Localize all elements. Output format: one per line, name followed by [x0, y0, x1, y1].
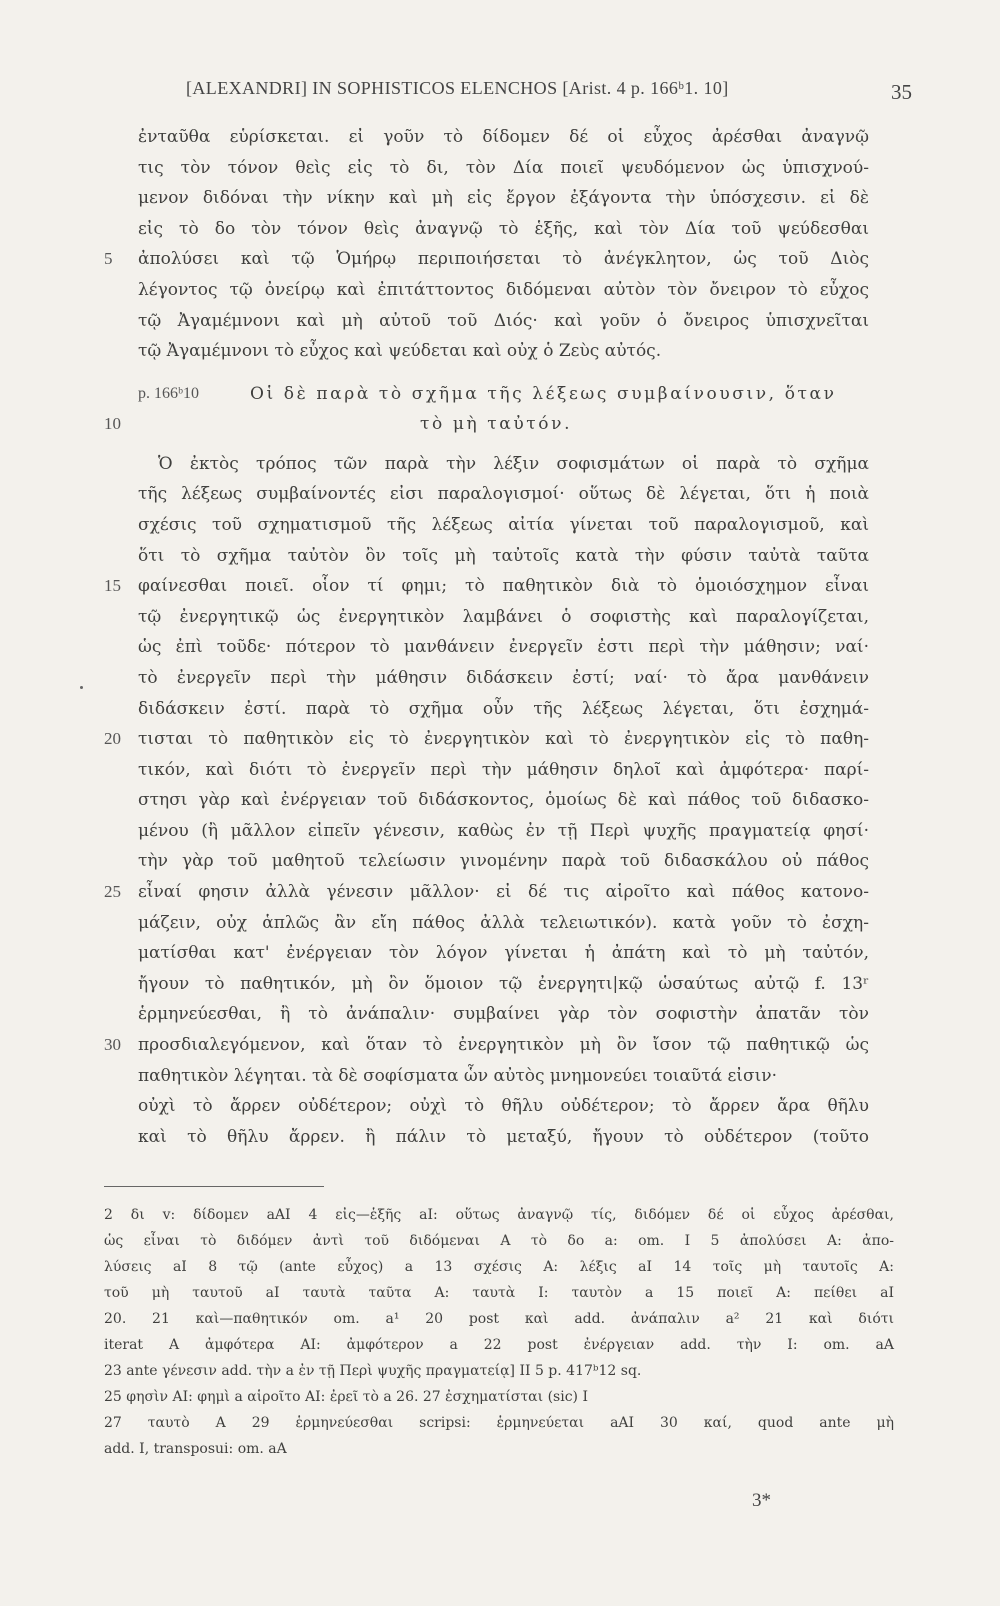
line-text: καὶ τὸ θῆλυ ἄρρεν. ἢ πάλιν τὸ μεταξύ, ἤγουν τὸ οὐδέτερον (τοῦτο	[138, 1126, 869, 1147]
text-line	[0, 908, 1000, 939]
apparatus-line: 23 ante γένεσιν add. τὴν a ἐν τῇ Περὶ ψυχῆς πραγματείᾳ] II 5 p. 417ᵇ12 sq.	[104, 1363, 642, 1379]
main-text	[0, 122, 1000, 1152]
line-number: 5	[104, 249, 113, 269]
line-text: παθητικὸν λέγηται. τὰ δὲ σοφίσματα ὧν αὐτὸς μνημονεύει τοιαῦτά εἰσιν·	[138, 1065, 777, 1086]
page-number: 35	[891, 80, 912, 104]
lemma-reference: p. 166ᵇ10	[138, 384, 199, 402]
line-text: τῷ ἐνεργητικῷ ὡς ἐνεργητικὸν λαμβάνει ὁ σοφιστὴς καὶ παραλογίζεται,	[138, 606, 869, 627]
line-text: διδάσκειν ἐστί. παρὰ τὸ σχῆμα οὖν τῆς λέξεως λέγεται, ὅτι ἐσχημά-	[138, 698, 869, 719]
apparatus-line: iterat A ἀμφότερα AI: ἀμφότερον a 22 post ἐνέργειαν add. τὴν I: om. aA	[104, 1337, 894, 1353]
line-text: τὴν γὰρ τοῦ μαθητοῦ τελείωσιν γινομένην παρὰ τοῦ διδασκάλου οὐ πάθος	[138, 851, 869, 872]
lemma-text-line-2: τὸ μὴ ταὐτόν.	[420, 413, 573, 434]
line-text: ὅτι τὸ σχῆμα ταὐτὸν ὂν τοῖς μὴ ταὐτοῖς κατὰ τὴν φύσιν ταὐτὰ ταῦτα	[138, 545, 869, 566]
signature-mark: 3*	[752, 1490, 771, 1511]
line-text: ἀπολύσει καὶ τῷ Ὁμήρῳ περιποιήσεται τὸ ἀνέγκλητον, ὡς τοῦ Διὸς	[138, 249, 869, 270]
line-text: τικόν, καὶ διότι τὸ ἐνεργεῖν περὶ τὴν μάθησιν δηλοῖ καὶ ἀμφότερα· παρί-	[138, 759, 869, 780]
lemma-text-line-1: Οἱ δὲ παρὰ τὸ σχῆμα τῆς λέξεως συμβαίνουσιν, ὅταν	[250, 383, 837, 404]
line-text: τις τὸν τόνον θεὶς εἰς τὸ δι, τὸν Δία ποιεῖ ψευδόμενον ὡς ὑπισχνού-	[138, 157, 869, 178]
line-text: μενον διδόναι τὴν νίκην καὶ μὴ εἰς ἔργον ἐξάγοντα τὴν ὑπόσχεσιν. εἰ δὲ	[138, 188, 869, 209]
line-text: μάζειν, οὐχ ἁπλῶς ἂν εἴη πάθος ἀλλὰ τελειωτικόν). κατὰ γοῦν τὸ ἐσχη-	[138, 912, 869, 933]
line-number: 25	[104, 882, 121, 902]
line-text: τισται τὸ παθητικὸν εἰς τὸ ἐνεργητικὸν καὶ τὸ ἐνεργητικὸν εἰς τὸ παθη-	[138, 729, 869, 750]
line-text: ἤγουν τὸ παθητικόν, μὴ ὂν ὅμοιον τῷ ἐνεργητι|κῷ ὡσαύτως αὐτῷ f. 13ʳ	[138, 973, 869, 994]
line-number: 15	[104, 576, 121, 596]
line-text: εἶναί φησιν ἀλλὰ γένεσιν μᾶλλον· εἰ δέ τις αἱροῖτο καὶ πάθος κατονο-	[138, 882, 869, 903]
text-line	[0, 571, 1000, 602]
text-line	[0, 816, 1000, 847]
text-line	[0, 153, 1000, 184]
line-number: 10	[104, 413, 121, 433]
line-text: μένου (ἢ μᾶλλον εἰπεῖν γένεσιν, καθὼς ἐν τῇ Περὶ ψυχῆς πραγματείᾳ φησί·	[138, 820, 869, 841]
text-line	[0, 846, 1000, 877]
line-number: 30	[104, 1035, 121, 1055]
text-line	[0, 938, 1000, 969]
apparatus-line: add. I, transposui: om. aA	[104, 1441, 287, 1457]
apparatus-line: 2 δι v: δίδομεν aAI 4 εἰς—ἑξῆς aI: οὕτως ἀναγνῷ τίς, διδόμεν δέ οἱ εὖχος ἀρέσθαι,	[104, 1207, 894, 1223]
footnote-rule	[104, 1186, 324, 1187]
text-line	[0, 449, 1000, 480]
text-line	[0, 724, 1000, 755]
text-line	[0, 1091, 1000, 1122]
text-line	[0, 1030, 1000, 1061]
text-line	[0, 275, 1000, 306]
line-text: στησι γὰρ καὶ ἐνέργειαν τοῦ διδάσκοντος, ὁμοίως δὲ καὶ πάθος τοῦ διδασκο-	[138, 790, 869, 811]
text-line	[0, 306, 1000, 337]
text-line	[0, 510, 1000, 541]
line-text: σχέσις τοῦ σχηματισμοῦ τῆς λέξεως αἰτία γίνεται τοῦ παραλογισμοῦ, καὶ	[138, 514, 869, 535]
apparatus-line: 20. 21 καὶ—παθητικόν om. a¹ 20 post καὶ add. ἀνάπαλιν a² 21 καὶ διότι	[104, 1311, 894, 1327]
line-text: τῷ Ἀγαμέμνονι τὸ εὖχος καὶ ψεύδεται καὶ οὐχ ὁ Ζεὺς αὐτός.	[138, 341, 662, 362]
apparatus-line: 25 φησὶν AI: φημὶ a αἱροῖτο AI: ἐρεῖ τὸ a 26. 27 ἐσχηματίσται (sic) I	[104, 1389, 588, 1405]
paragraph-2	[0, 449, 1000, 1153]
line-number: 20	[104, 729, 121, 749]
text-line	[0, 877, 1000, 908]
text-line	[0, 479, 1000, 510]
text-line	[0, 336, 1000, 367]
text-line	[0, 999, 1000, 1030]
line-text: τῷ Ἀγαμέμνονι καὶ μὴ αὐτοῦ τοῦ Διός· καὶ γοῦν ὁ ὄνειρος ὑπισχνεῖται	[138, 310, 869, 331]
line-text: φαίνεσθαι ποιεῖ. οἷον τί φημι; τὸ παθητικὸν διὰ τὸ ὁμοιόσχημον εἶναι	[138, 576, 869, 597]
line-text: ἐνταῦθα εὑρίσκεται. εἰ γοῦν τὸ δίδομεν δέ οἱ εὖχος ἀρέσθαι ἀναγνῷ	[138, 127, 869, 147]
line-text: λέγοντος τῷ ὀνείρῳ καὶ ἐπιτάττοντος διδόμεναι αὐτὸν τὸν ὄνειρον τὸ εὖχος	[138, 279, 869, 300]
text-line	[0, 694, 1000, 725]
text-line	[0, 632, 1000, 663]
text-line	[0, 755, 1000, 786]
text-line	[0, 1061, 1000, 1092]
text-line	[0, 1122, 1000, 1153]
text-line	[0, 214, 1000, 245]
apparatus-line: λύσεις aI 8 τῷ (ante εὖχος) a 13 σχέσις A: λέξις aI 14 τοῖς μὴ ταυτοῖς A:	[104, 1259, 894, 1275]
line-text: τῆς λέξεως συμβαίνοντές εἰσι παραλογισμοί· οὕτως δὲ λέγεται, ὅτι ἡ ποιὰ	[138, 484, 869, 505]
text-line	[0, 244, 1000, 275]
text-line	[0, 541, 1000, 572]
lemma	[0, 379, 1000, 441]
line-text: εἰς τὸ δο τὸν τόνον θεὶς ἀναγνῷ τὸ ἑξῆς, καὶ τὸν Δία τοῦ ψεύδεσθαι	[138, 218, 869, 239]
line-text: προσδιαλεγόμενον, καὶ ὅταν τὸ ἐνεργητικὸν μὴ ὂν ἴσον τῷ παθητικῷ ὡς	[138, 1035, 869, 1056]
text-line	[0, 602, 1000, 633]
line-text: ἑρμηνεύεσθαι, ἢ τὸ ἀνάπαλιν· συμβαίνει γὰρ τὸν σοφιστὴν ἀπατᾶν τὸν	[138, 1004, 869, 1025]
text-line	[0, 969, 1000, 1000]
text-line	[0, 663, 1000, 694]
critical-apparatus	[104, 1202, 894, 1462]
line-text: Ὁ ἐκτὸς τρόπος τῶν παρὰ τὴν λέξιν σοφισμάτων οἱ παρὰ τὸ σχῆμα	[158, 453, 869, 474]
text-line	[0, 785, 1000, 816]
apparatus-line: τοῦ μὴ ταυτοῦ aI ταυτὰ ταῦτα A: ταυτὰ I: ταυτὸν a 15 ποιεῖ A: πείθει aI	[104, 1285, 894, 1301]
apparatus-line: 27 ταυτὸ A 29 ἑρμηνεύεσθαι scripsi: ἑρμηνεύεται aAI 30 καί, quod ante μὴ	[104, 1415, 894, 1431]
ink-speck	[80, 686, 83, 689]
line-text: τὸ ἐνεργεῖν περὶ τὴν μάθησιν διδάσκειν ἐστί; ναί· τὸ ἄρα μανθάνειν	[138, 667, 869, 688]
running-header: [ALEXANDRI] IN SOPHISTICOS ELENCHOS [Arist. 4 p. 166ᵇ1. 10]	[186, 78, 729, 98]
line-text: ματίσθαι κατ' ἐνέργειαν τὸν λόγον γίνεται ἡ ἀπάτη καὶ τὸ μὴ ταὐτόν,	[138, 943, 869, 964]
line-text: οὐχὶ τὸ ἄρρεν οὐδέτερον; οὐχὶ τὸ θῆλυ οὐδέτερον; τὸ ἄρρεν ἄρα θῆλυ	[138, 1096, 869, 1117]
text-line	[0, 122, 1000, 153]
paragraph-1	[0, 122, 1000, 367]
line-text: ὡς ἐπὶ τοῦδε· πότερον τὸ μανθάνειν ἐνεργεῖν ἐστι περὶ τὴν μάθησιν; ναί·	[138, 637, 869, 658]
text-line	[0, 183, 1000, 214]
apparatus-line: ὡς εἶναι τὸ διδόμεν ἀντὶ τοῦ διδόμεναι A τὸ δο a: om. I 5 ἀπολύσει A: ἀπο-	[104, 1233, 894, 1249]
